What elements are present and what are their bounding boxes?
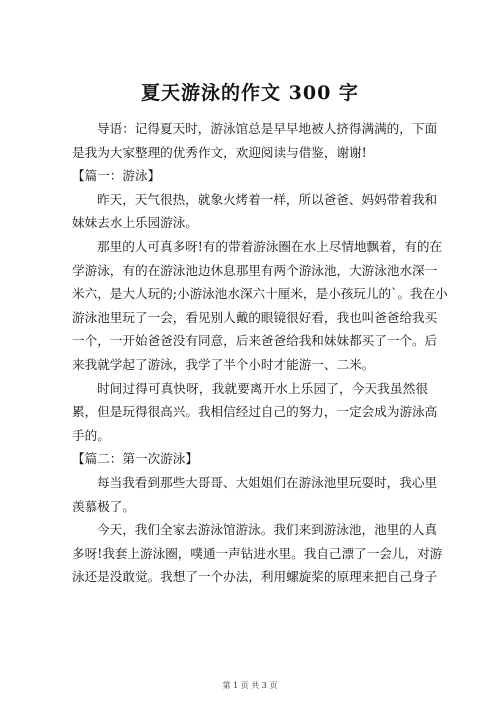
text-line: 来我就学起了游泳，我学了半个小时才能游一、二米。 xyxy=(72,356,375,372)
text-line: 学游泳，有的在游泳池边休息那里有两个游泳池，大游泳池水深一 xyxy=(72,262,438,278)
text-line: 羡慕极了。 xyxy=(72,498,135,514)
text-line: 游泳池里玩了一会，看见别人戴的眼镜很好看，我也叫爸爸给我买 xyxy=(72,309,438,325)
text-line: 多呀!我套上游泳圈，噗通一声钻进水里。我自己漂了一会儿，对游 xyxy=(72,545,443,561)
document-body xyxy=(72,117,448,589)
text-line: 累，但是玩得很高兴。我相信经过自己的努力，一定会成为游泳高 xyxy=(72,404,438,420)
text-line: 今天，我们全家去游泳馆游泳。我们来到游泳池，池里的人真 xyxy=(97,522,438,538)
text-line: 那里的人可真多呀!有的带着游泳圈在水上尽情地飘着，有的在 xyxy=(97,238,443,254)
text-line: 导语：记得夏天时，游泳馆总是早早地被人挤得满满的，下面 xyxy=(97,121,438,136)
text-line: 妹妹去水上乐园游泳。 xyxy=(72,215,198,231)
text-line: 一个，一开始爸爸没有同意，后来爸爸给我和妹妹都买了一个。后 xyxy=(72,333,438,349)
section-heading: 【篇二：第一次游泳】 xyxy=(72,451,198,467)
text-line: 每当我看到那些大哥哥、大姐姐们在游泳池里玩耍时，我心里 xyxy=(97,474,438,490)
text-line: 时间过得可真快呀，我就要离开水上乐园了，今天我虽然很 xyxy=(97,380,428,396)
text-line: 手的。 xyxy=(72,427,110,443)
text-line: 泳还是没敢觉。我想了一个办法，利用螺旋桨的原理来把自己身子 xyxy=(72,569,438,585)
document-title: 夏天游泳的作文 300 字 xyxy=(141,82,359,104)
section-heading: 【篇一：游泳】 xyxy=(72,168,161,184)
text-line: 米六，是大人玩的;小游泳池水深六十厘米，是小孩玩儿的`。我在小 xyxy=(72,286,448,302)
text-line: 是我为大家整理的优秀作文，欢迎阅读与借鉴，谢谢! xyxy=(72,144,367,160)
page-footer: 第 1 页 共 3 页 xyxy=(222,681,278,690)
text-line: 昨天，天气很热，就象火烤着一样，所以爸爸、妈妈带着我和 xyxy=(97,191,438,207)
